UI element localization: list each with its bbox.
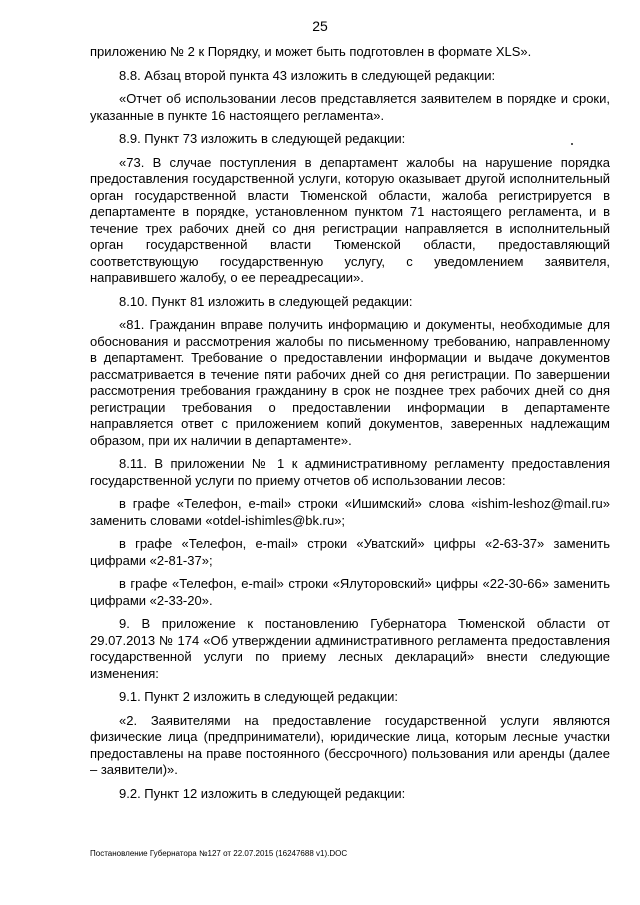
paragraph: «81. Гражданин вправе получить информацию и документы, необходимые для обоснования и рассмотрения жалобы по письменному требованию, направленному в департамент. Требование о предоставлении информации и выдаче документов рассматривается в течение пяти рабочих дней со дня регистрации. По завершении рассмотрения требования гражданину в срок не позднее трех рабочих дней со дня регистрации требования о предоставлении информации в департаменте направляется ответ с приложением копий документов, заверенных надлежащим образом, при их наличии в департаменте». — [90, 317, 610, 448]
paragraph: приложению № 2 к Порядку, и может быть подготовлен в формате XLS». — [90, 44, 532, 59]
paragraph: 8.8. Абзац второй пункта 43 изложить в следующей редакции: — [119, 67, 496, 83]
paragraph: в графе «Телефон, e-mail» строки «Уватский» цифры «2-63-37» заменить цифрами «2-81-37»; — [90, 536, 610, 568]
paragraph: 9.2. Пункт 12 изложить в следующей редакции: — [119, 785, 406, 801]
paragraph: 8.9. Пункт 73 изложить в следующей редакции: — [119, 131, 406, 146]
paragraph: «2. Заявителями на предоставление государственной услуги являются физические лица (предприниматели), юридические лица, которым лесные участки предоставлены на праве постоянного (бессрочного) пользования или аренды (далее – заявители)». — [90, 712, 610, 777]
paragraph: 8.11. В приложении № 1 к административному регламенту предоставления государственной услуги по приему отчетов об использовании лесов: — [90, 456, 610, 488]
paragraph: «73. В случае поступления в департамент жалобы на нарушение порядка предоставления государственной услуги, которую оказывает другой исполнительный орган государственной власти Тюменской области, жалоба регистрируется в департаменте в порядке, установленном пунктом 71 настоящего регламента, и в течение трех рабочих дней со дня регистрации направляется в исполнительный орган государственной власти Тюменской области, предоставляющий соответствующую государственную услугу, с уведомлением заявителя, направившего жалобу, о ее переадресации». — [90, 154, 610, 285]
paragraph: 9.1. Пункт 2 изложить в следующей редакции: — [119, 689, 399, 704]
document-footer: Постановление Губернатора №127 от 22.07.2015 (16247688 v1).DOC — [90, 849, 348, 858]
paragraph: «Отчет об использовании лесов представляется заявителем в порядке и сроки, указанные в пункте 16 настоящего регламента». — [90, 91, 610, 123]
paragraph: 9. В приложение к постановлению Губернатора Тюменской области от 29.07.2013 № 174 «Об утверждении административного регламента предоставления государственной услуги по приему лесных деклараций» внести следующие изменения: — [90, 616, 610, 681]
page-number: 25 — [312, 18, 328, 34]
paragraph: 8.10. Пункт 81 изложить в следующей редакции: — [119, 293, 413, 309]
paragraph: в графе «Телефон, e-mail» строки «Ишимский» слова «ishim-leshoz@mail.ru» заменить словами «otdel-ishimles@bk.ru»; — [90, 496, 610, 528]
document-body — [90, 44, 610, 809]
paragraph: в графе «Телефон, e-mail» строки «Ялуторовский» цифры «22-30-66» заменить цифрами «2-33-20». — [90, 576, 610, 608]
